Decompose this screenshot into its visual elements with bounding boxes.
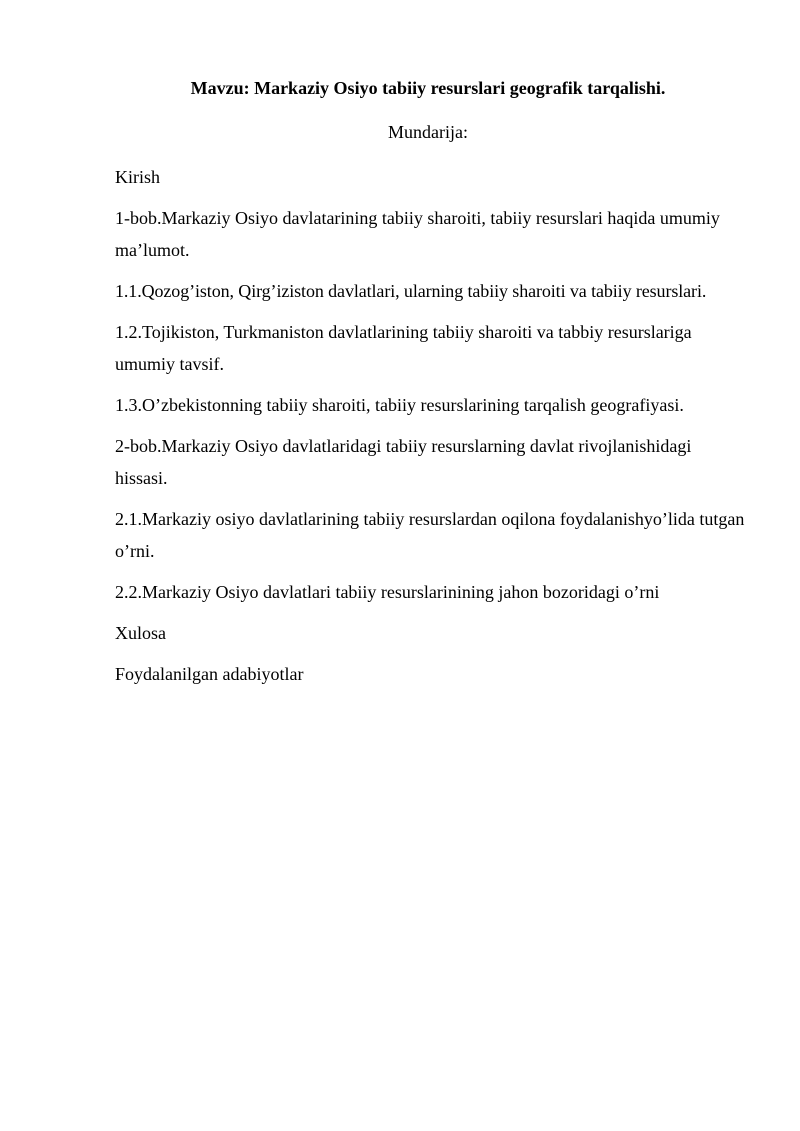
toc-item-section-2-2: 2.2.Markaziy Osiyo davlatlari tabiiy resurslarinining jahon bozoridagi o’rni xyxy=(115,582,660,602)
toc-item-chapter-1: 1-bob.Markaziy Osiyo davlatarining tabiiy sharoiti, tabiiy resurslari haqida umumiy ma’lumot. xyxy=(115,208,720,260)
toc-item-section-1-1: 1.1.Qozog’iston, Qirg’iziston davlatlari, ularning tabiiy sharoiti va tabiiy resurslari. xyxy=(115,281,707,301)
toc-item-section-1-2: 1.2.Tojikiston, Turkmaniston davlatlarining tabiiy sharoiti va tabbiy resurslariga umumiy tavsif. xyxy=(115,322,692,374)
toc-item-section-2-1: 2.1.Markaziy osiyo davlatlarining tabiiy resurslardan oqilona foydalanishyo’lida tutgan o’rni. xyxy=(115,509,745,561)
toc-heading: Mundarija: xyxy=(388,122,468,142)
toc-item-chapter-2: 2-bob.Markaziy Osiyo davlatlaridagi tabiiy resurslarning davlat rivojlanishidagi hissasi. xyxy=(115,436,692,488)
document-title: Mavzu: Markaziy Osiyo tabiiy resurslari geografik tarqalishi. xyxy=(190,78,666,98)
toc-item-references: Foydalanilgan adabiyotlar xyxy=(115,664,304,684)
toc-item-section-1-3: 1.3.O’zbekistonning tabiiy sharoiti, tabiiy resurslarining tarqalish geografiyasi. xyxy=(115,395,684,415)
toc-item-conclusion: Xulosa xyxy=(115,623,166,643)
table-of-contents xyxy=(115,161,745,699)
toc-item-introduction: Kirish xyxy=(115,167,160,187)
